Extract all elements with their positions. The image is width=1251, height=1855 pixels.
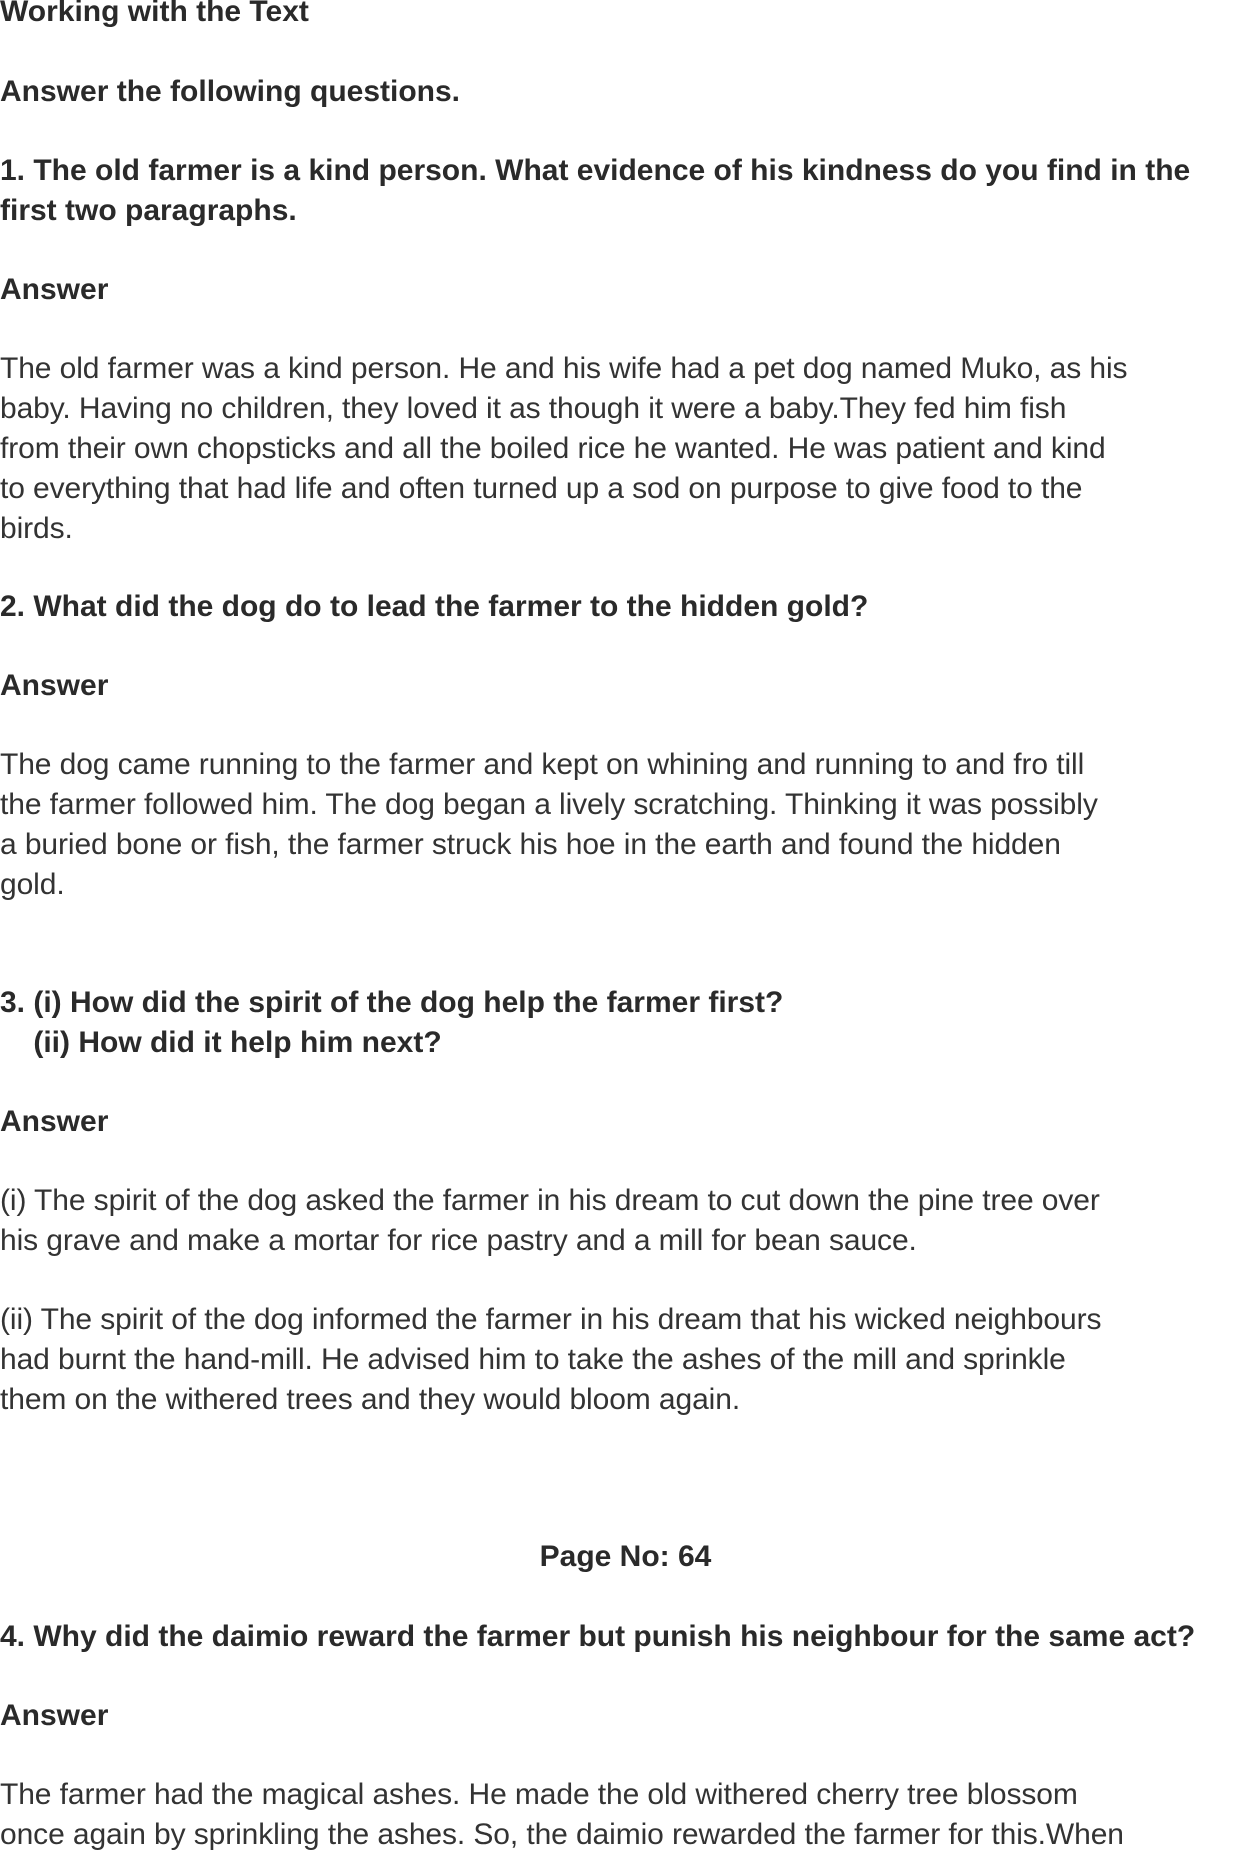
- answer-label-2: Answer: [0, 669, 109, 702]
- instruction-text: Answer the following questions.: [0, 75, 461, 108]
- answer-label-4: Answer: [0, 1699, 109, 1732]
- answer-1-line-1: The old farmer was a kind person. He and his wife had a pet dog named Muko, as his: [0, 352, 1128, 385]
- question-4: 4. Why did the daimio reward the farmer but punish his neighbour for the same act?: [0, 1620, 1196, 1653]
- answer-2-line-1: The dog came running to the farmer and kept on whining and running to and fro till: [0, 748, 1085, 781]
- answer-3-ii-line-3: them on the withered trees and they would bloom again.: [0, 1383, 741, 1416]
- answer-2-line-4: gold.: [0, 868, 65, 901]
- question-3-line-2: (ii) How did it help him next?: [0, 1026, 442, 1059]
- answer-1-line-2: baby. Having no children, they loved it as though it were a baby.They fed him fish: [0, 392, 1067, 425]
- question-2: 2. What did the dog do to lead the farmer to the hidden gold?: [0, 590, 869, 623]
- answer-3-ii-line-2: had burnt the hand-mill. He advised him to take the ashes of the mill and sprinkle: [0, 1343, 1066, 1376]
- page-number: Page No: 64: [539, 1540, 712, 1573]
- answer-label-1: Answer: [0, 273, 109, 306]
- answer-3-ii-line-1: (ii) The spirit of the dog informed the farmer in his dream that his wicked neighbours: [0, 1303, 1102, 1336]
- answer-label-3: Answer: [0, 1105, 109, 1138]
- answer-1-line-4: to everything that had life and often turned up a sod on purpose to give food to the: [0, 472, 1083, 505]
- section-title: Working with the Text: [0, 0, 309, 28]
- answer-3-i-line-2: his grave and make a mortar for rice pastry and a mill for bean sauce.: [0, 1224, 917, 1257]
- answer-4-line-2: once again by sprinkling the ashes. So, the daimio rewarded the farmer for this.When: [0, 1818, 1124, 1851]
- question-3-line-1: 3. (i) How did the spirit of the dog help the farmer first?: [0, 986, 784, 1019]
- answer-2-line-3: a buried bone or fish, the farmer struck his hoe in the earth and found the hidden: [0, 828, 1061, 861]
- answer-2-line-2: the farmer followed him. The dog began a lively scratching. Thinking it was possibly: [0, 788, 1098, 821]
- question-1-line-1: 1. The old farmer is a kind person. What evidence of his kindness do you find in the: [0, 154, 1191, 187]
- answer-1-line-5: birds.: [0, 512, 73, 545]
- answer-1-line-3: from their own chopsticks and all the boiled rice he wanted. He was patient and kind: [0, 432, 1106, 465]
- answer-4-line-1: The farmer had the magical ashes. He made the old withered cherry tree blossom: [0, 1778, 1078, 1811]
- answer-3-i-line-1: (i) The spirit of the dog asked the farmer in his dream to cut down the pine tree over: [0, 1184, 1100, 1217]
- question-1-line-2: first two paragraphs.: [0, 194, 297, 227]
